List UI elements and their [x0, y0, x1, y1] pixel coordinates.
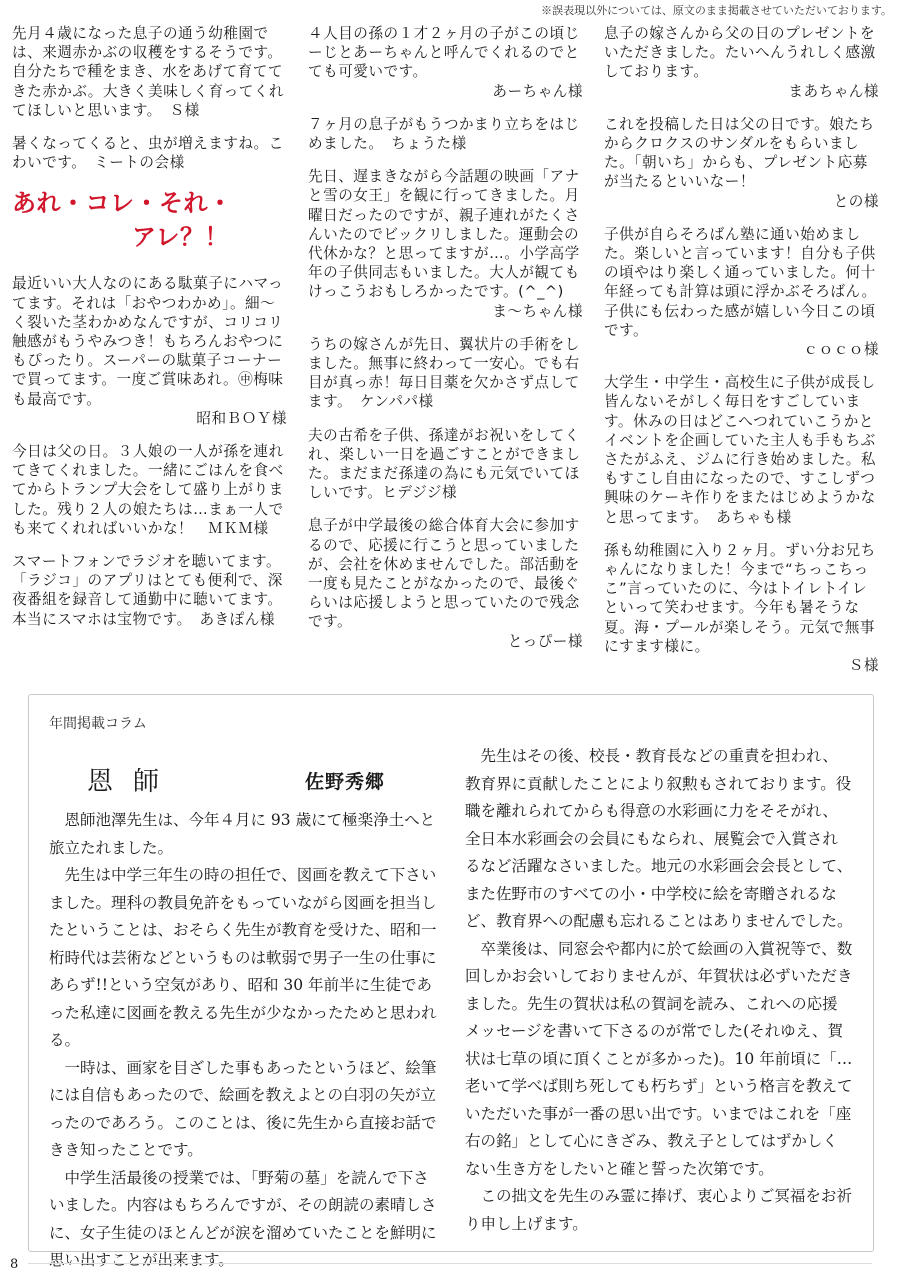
post-text: 今日は父の日。３人娘の一人が孫を連れてきてくれました。一緒にごはんを食べてからトランプ大会をして盛り上がりました。残り２人の娘たちは…まぁ一人でも来てくれればいいかな！ ＭＫＭ様	[12, 443, 284, 537]
reader-post	[12, 442, 287, 538]
reader-post	[12, 274, 287, 428]
column-title: 恩師	[87, 767, 180, 797]
column-paragraph: 先生は中学三年生の時の担任で、図画を教えて下さいました。理科の教員免許をもっていながら図画を担当したということは、おそらく先生が教育を受けた、昭和一桁時代は芸術などというものは軟弱で男子一生の仕事にあらず!!という空気があり、昭和 30 年前半に生徒であった私達に図画を教える先生が少なかったためと思われる。	[49, 866, 437, 1049]
reader-post	[308, 167, 583, 321]
annual-column-box	[28, 694, 874, 1269]
post-signature: ま〜ちゃん様	[492, 302, 583, 320]
reader-posts-column-1	[12, 24, 287, 643]
reader-post	[604, 225, 879, 359]
column-label: 年間掲載コラム	[49, 716, 147, 732]
post-text: 息子が中学最後の総合体育大会に参加するので、応援に行こうと思っていましたが、会社を休めませんでした。部活動を一度も見たことがなかったので、最後ぐらいは応援しようと思っていたので残念です。	[308, 517, 580, 631]
reader-post	[12, 552, 287, 629]
post-text: ４人目の孫の１才２ヶ月の子がこの頃じーじとあーちゃんと呼んでくれるのでとても可愛いです。	[308, 25, 580, 81]
reader-post	[308, 516, 583, 650]
column-body-right	[465, 743, 853, 1238]
post-text: 息子の嫁さんから父の日のプレゼントをいただきました。たいへんうれしく感激しております。	[604, 25, 876, 81]
post-text: 子供が自らそろばん塾に通い始めました。楽しいと言っています！自分も子供の頃やはり楽しく通っていました。何十年経っても計算は頭に浮かぶそろばん。子供にも伝わった感が嬉しい今日この頃です。	[604, 225, 877, 339]
reader-post	[12, 134, 287, 172]
post-signature: 昭和ＢＯＹ様	[196, 409, 287, 427]
reader-post	[308, 426, 583, 503]
post-text: 夫の古希を子供、孫達がお祝いをしてくれ、楽しい一日を過ごすことができました。まだまだ孫達の為にも元気でいてほしいです。ヒデジジ様	[308, 426, 581, 502]
column-paragraph: 卒業後は、同窓会や都内に於て絵画の入賞祝等で、数回しかお会いしておりませんが、年賀状は必ずいただきました。先生の賀状は私の賀詞を読み、これへの応援メッセージを書いて下さるのが常でした(それゆえ、賀状は七草の頃に頂くことが多かった)。10 年前頃に「…老いて学べば則ち死しても朽ちず」という格言を教えていただいた事が一番の思い出です。いまではこれを「座右の銘」として心にきざみ、教え子としてはずかしくない生き方をしたいと確と誓った次第です。	[465, 939, 853, 1178]
disclaimer-notice: ※誤表現以外については、原文のまま掲載させていただいております。	[541, 4, 892, 17]
header-line-2: アレ？！	[132, 223, 230, 252]
reader-post	[308, 24, 583, 101]
post-signature: あーちゃん様	[492, 82, 583, 100]
reader-post	[604, 24, 879, 101]
post-text: うちの嫁さんが先日、翼状片の手術をしました。無事に終わって一安心。でも右目が真っ赤！毎日目薬を欠かさず点してます。 ケンパパ様	[308, 335, 580, 411]
post-text: 最近いい大人なのにある駄菓子にハマってます。それは「おやつわかめ」。細〜く裂いた茎わかめなんですが、コリコリ触感がもうやみつき！もちろんおやつにもぴったり。スーパーの駄菓子コーナーで買ってます。一度ご賞味あれ。㊥梅味も最高です。	[12, 275, 284, 408]
reader-post	[12, 24, 287, 120]
post-text: 暑くなってくると、虫が増えますね。こわいです。 ミートの会様	[12, 135, 284, 172]
reader-post	[604, 541, 879, 675]
post-signature: Ｓ様	[848, 657, 879, 675]
post-text: スマートフォンでラジオを聴いてます。「ラジコ」のアプリはとても便利で、深夜番組を録音して通勤中に聴いてます。本当にスマホは宝物です。 あきぽん様	[12, 553, 283, 628]
page-number: 8	[10, 1257, 19, 1272]
post-signature: とっぴー様	[507, 632, 583, 650]
header-line-1: あれ・コレ・それ・	[12, 189, 233, 218]
section-header-art	[12, 186, 287, 254]
footer-rule	[28, 1263, 872, 1264]
reader-post	[604, 373, 879, 527]
column-paragraph: 一時は、画家を目ざした事もあったというほど、絵筆には自信もあったので、絵画を教えよとの白羽の矢が立ったのであろう。このことは、後に先生から直接お話できき知ったことです。	[49, 1058, 437, 1159]
reader-post	[308, 335, 583, 412]
post-signature: ｃｏｃｏ様	[803, 341, 879, 359]
post-text: 先日、遅まきながら今話題の映画「アナと雪の女王」を観に行ってきました。月曜日だったのですが、親子連れがたくさんいたのでビックリしました。運動会の代休かな？と思ってますが…。小学高学年の子供同志もいました。大人が観てもけっこうおもしろかったです。(^_^)	[308, 168, 580, 301]
column-author: 佐野秀郷	[305, 771, 386, 793]
column-paragraph: 恩師池澤先生は、今年４月に 93 歳にて極楽浄土へと旅立たれました。	[49, 811, 436, 857]
post-text: 孫も幼稚園に入り２ヶ月。ずい分お兄ちゃんになりました！今まで“ちっこちっこ”言っていたのに、今はトイレトイレといって笑わせます。今年も暑そうな夏。海・プールが楽しそう。元気で無事にすます様に。	[604, 541, 876, 655]
reader-posts-column-3	[604, 24, 879, 689]
column-paragraph: 中学生活最後の授業では、「野菊の墓」を読んで下さいました。内容はもちろんですが、その朗読の素晴しさに、女子生徒のほとんどが涙を溜めていたことを鮮明に思い出すことが出来ます。	[49, 1168, 437, 1269]
post-text: ７ヶ月の息子がもうつかまり立ちをはじめました。 ちょうた様	[308, 115, 580, 153]
column-paragraph: この拙文を先生のみ霊に捧げ、衷心よりご冥福をお祈り申し上げます。	[465, 1187, 852, 1233]
reader-post	[604, 115, 879, 211]
post-signature: との様	[833, 192, 879, 210]
post-text: 大学生・中学生・高校生に子供が成長し皆んないそがしく毎日をすごしています。休みの日はどこへつれていこうかとイベントを企画していた主人も手もちぶさたがふえ、ジムに行き始めました。私もすこし自由になったので、すこしずつ興味のケーキ作りをまたはじめようかなと思ってます。 あちゃも様	[604, 374, 876, 526]
column-paragraph: 先生はその後、校長・教育長などの重責を担われ、教育界に貢献したことにより叙勲もされております。役職を離れられてからも得意の水彩画に力をそそがれ、全日本水彩画会の会員にもなられ、展覧会で入賞されるなど活躍なさいました。地元の水彩画会会長として、また佐野市のすべての小・中学校に絵を寄贈されるなど、教育界への配慮も忘れることはありませんでした。	[465, 747, 853, 930]
post-text: これを投稿した日は父の日です。娘たちからクロクスのサンダルをもらいました。「朝いち」からも、プレゼント応募が当たるといいなー！	[604, 115, 875, 191]
reader-post	[308, 115, 583, 153]
post-signature: まあちゃん様	[788, 82, 879, 100]
column-body-left	[49, 807, 437, 1275]
reader-posts-column-2	[308, 24, 583, 665]
post-text: 先月４歳になった息子の通う幼稚園では、来週赤かぶの収穫をするそうです。自分たちで種をまき、水をあげて育ててきた赤かぶ。大きく美味しく育ってくれてほしいと思います。 Ｓ様	[12, 25, 284, 119]
